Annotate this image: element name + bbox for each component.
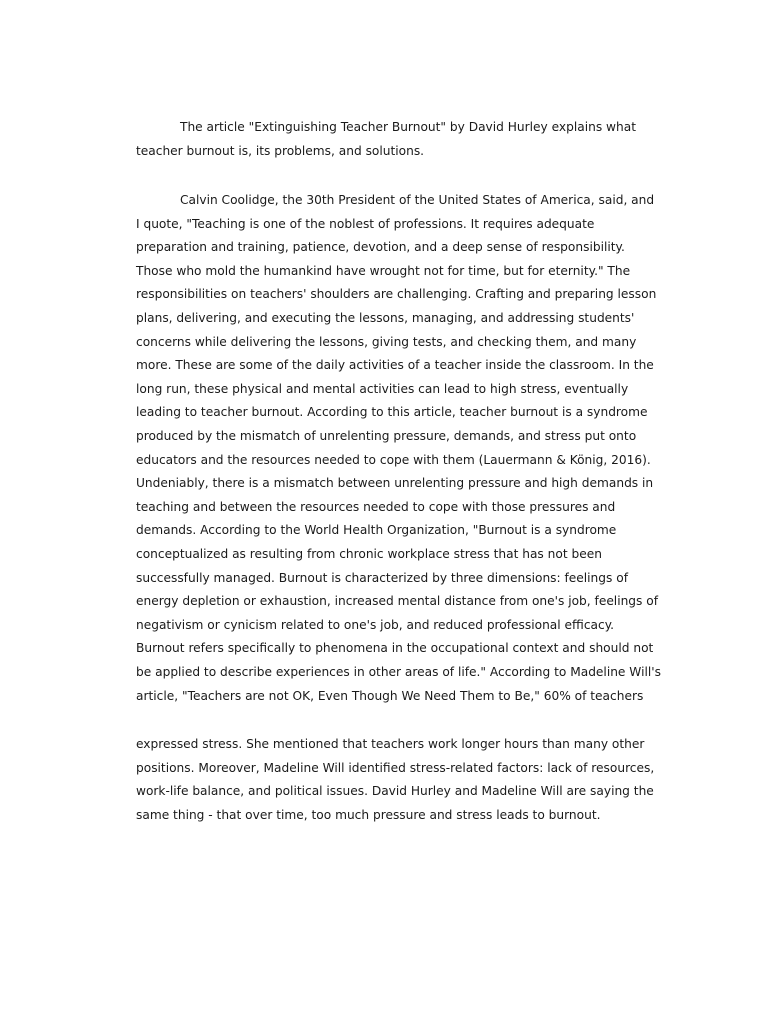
- text-line: work-life balance, and political issues. David Hurley and Madeline Will are saying the: [136, 784, 654, 799]
- text-line: teaching and between the resources needed to cope with those pressures and: [136, 499, 616, 514]
- text-line: educators and the resources needed to cope with them (Lauermann & König, 2016).: [136, 452, 651, 467]
- text-line: preparation and training, patience, devotion, and a deep sense of responsibility.: [136, 240, 625, 255]
- text-line: Calvin Coolidge, the 30th President of the United States of America, said, and: [180, 193, 655, 207]
- text-line: teacher burnout is, its problems, and solutions.: [136, 143, 425, 158]
- text-line: plans, delivering, and executing the lessons, managing, and addressing students': [136, 311, 635, 325]
- text-line: long run, these physical and mental activities can lead to high stress, eventually: [136, 381, 629, 396]
- text-line: energy depletion or exhaustion, increased mental distance from one's job, feelings of: [136, 594, 659, 609]
- text-line: successfully managed. Burnout is characterized by three dimensions: feelings of: [136, 570, 628, 585]
- text-line: concerns while delivering the lessons, giving tests, and checking them, and many: [136, 334, 637, 349]
- text-line: conceptualized as resulting from chronic workplace stress that has not been: [136, 547, 602, 561]
- text-line: Those who mold the humankind have wrought not for time, but for eternity." The: [136, 263, 631, 278]
- text-line: produced by the mismatch of unrelenting pressure, demands, and stress put onto: [136, 429, 637, 443]
- text-line: more. These are some of the daily activities of a teacher inside the classroom. In the: [136, 358, 654, 373]
- text-line: Burnout refers specifically to phenomena in the occupational context and should not: [136, 641, 654, 656]
- text-line: same thing - that over time, too much pressure and stress leads to burnout.: [136, 807, 601, 822]
- text-line: The article "Extinguishing Teacher Burnout" by David Hurley explains what: [180, 120, 636, 134]
- text-line: leading to teacher burnout. According to this article, teacher burnout is a syndrome: [136, 405, 648, 420]
- text-line: I quote, "Teaching is one of the noblest of professions. It requires adequate: [136, 216, 595, 231]
- text-line: negativism or cynicism related to one's job, and reduced professional efficacy.: [136, 617, 615, 632]
- text-line: expressed stress. She mentioned that teachers work longer hours than many other: [136, 737, 645, 751]
- text-line: responsibilities on teachers' shoulders are challenging. Crafting and preparing lesson: [136, 287, 657, 302]
- text-line: be applied to describe experiences in other areas of life." According to Madeline Will's: [136, 665, 661, 679]
- text-line: demands. According to the World Health Organization, "Burnout is a syndrome: [136, 523, 617, 538]
- text-line: positions. Moreover, Madeline Will identified stress-related factors: lack of resources,: [136, 760, 655, 775]
- text-line: article, "Teachers are not OK, Even Though We Need Them to Be," 60% of teachers: [136, 688, 644, 703]
- text-line: Undeniably, there is a mismatch between unrelenting pressure and high demands in: [136, 476, 654, 491]
